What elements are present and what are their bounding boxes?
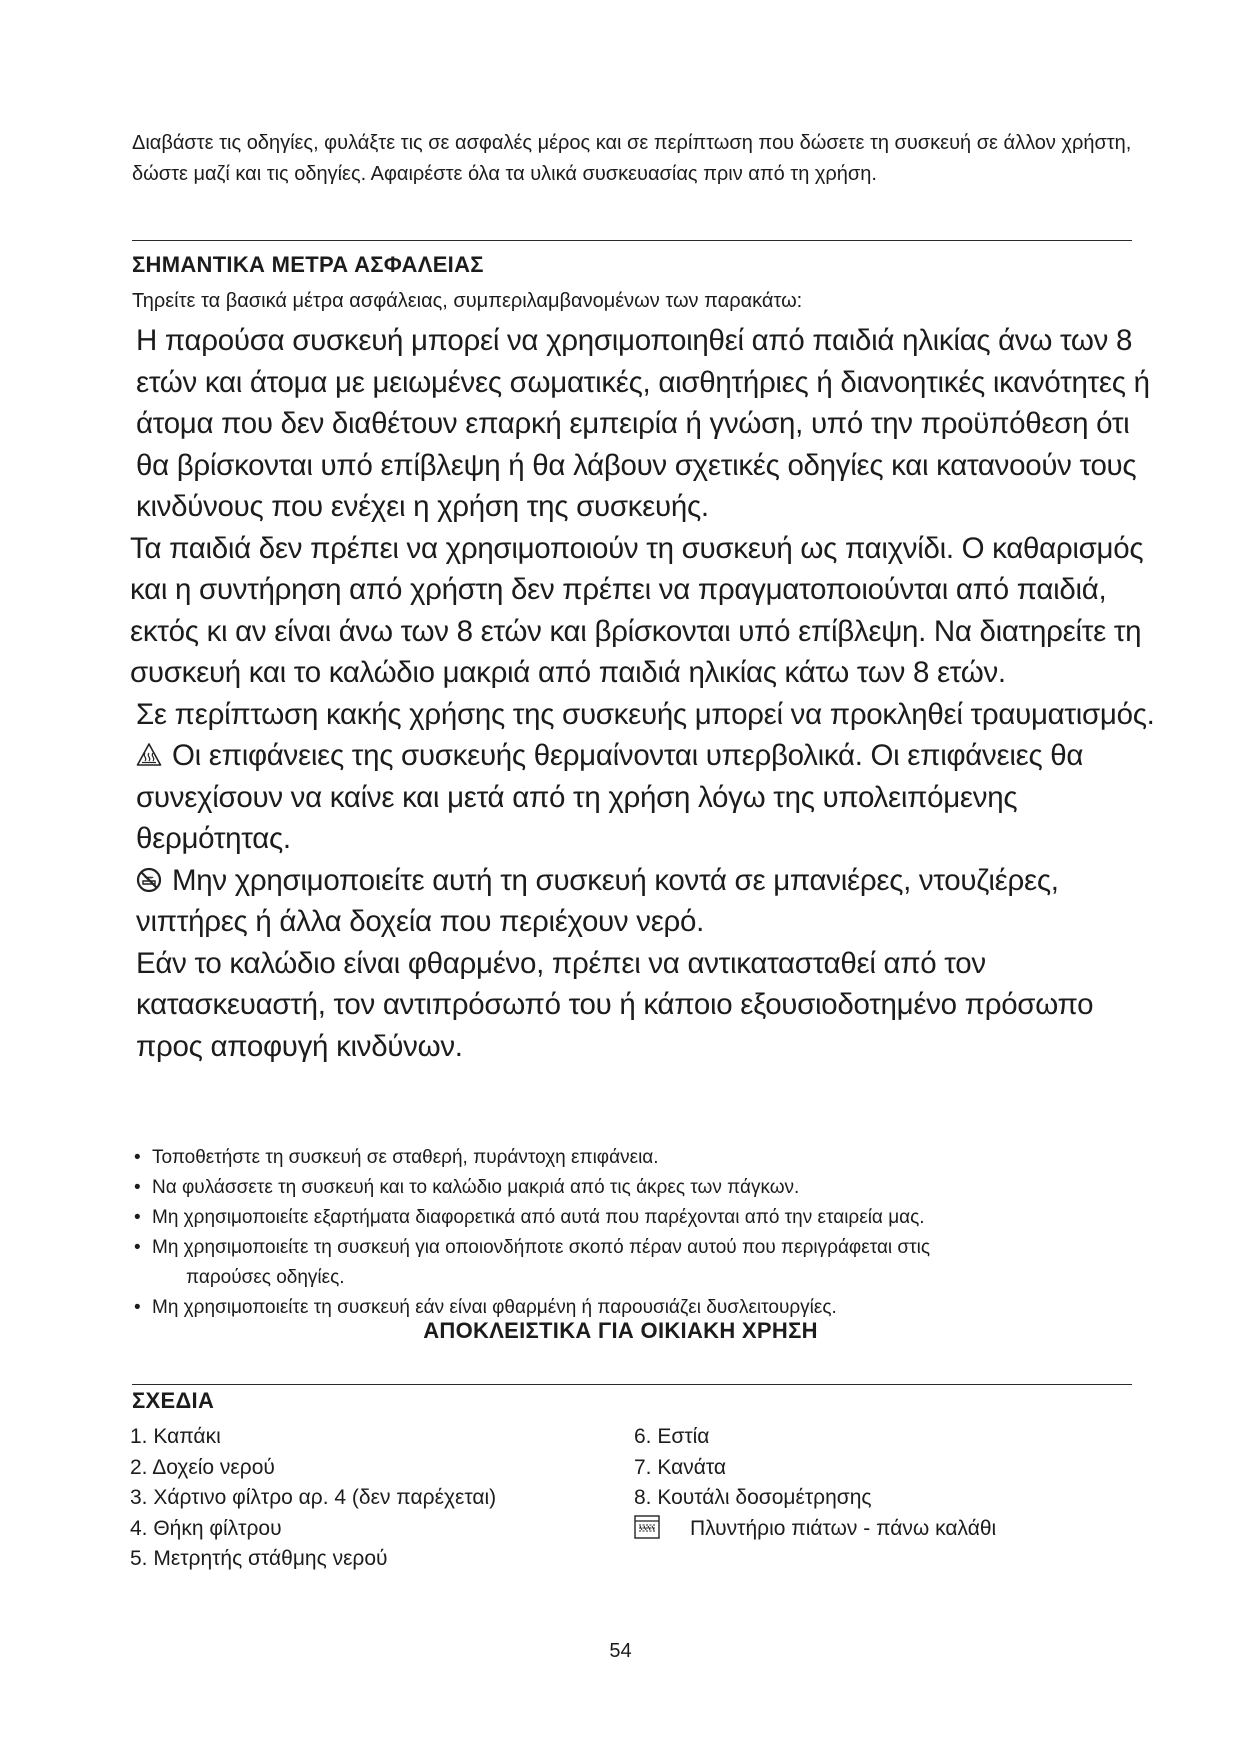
- part-item-dishwasher: [634, 1514, 996, 1545]
- bullet-marker: •: [134, 1177, 141, 1198]
- part-item: 5. Μετρητής στάθμης νερού: [130, 1547, 388, 1570]
- list-item: • Μη χρησιμοποιείτε εξαρτήματα διαφορετικά από αυτά που παρέχονται από την εταιρεία μας.: [132, 1203, 1132, 1233]
- list-item: • Τοποθετήστε τη συσκευή σε σταθερή, πυράντοχη επιφάνεια.: [132, 1143, 1132, 1173]
- warning-hot-surface: [130, 735, 1160, 860]
- section-divider: [132, 240, 1132, 241]
- hot-surface-icon: [136, 742, 162, 768]
- part-item: 3. Χάρτινο φίλτρο αρ. 4 (δεν παρέχεται): [130, 1486, 497, 1509]
- safety-bullets: [132, 1143, 1132, 1323]
- household-use-notice: ΑΠΟΚΛΕΙΣΤΙΚΑ ΓΙΑ ΟΙΚΙΑΚΗ ΧΡΗΣΗ: [423, 1318, 818, 1343]
- section-divider: [132, 1384, 1132, 1385]
- parts-list-left: [130, 1422, 496, 1575]
- list-item: • Να φυλάσσετε τη συσκευή και το καλώδιο μακριά από τις άκρες των πάγκων.: [132, 1173, 1132, 1203]
- hot-surface-text: Οι επιφάνειες της συσκευής θερμαίνονται υπερβολικά. Οι επιφάνειες θα συνεχίσουν να καίνε και μετά από τη χρήση λόγω της υπολειπόμενης θερμότητας.: [136, 739, 1084, 855]
- part-item: 7. Κανάτα: [634, 1455, 727, 1479]
- warning-misuse: Σε περίπτωση κακής χρήσης της συσκευής μπορεί να προκληθεί τραυματισμός.: [136, 697, 1155, 731]
- safety-warnings: [130, 320, 1160, 1067]
- warning-children-age: Η παρούσα συσκευή μπορεί να χρησιμοποιηθεί από παιδιά ηλικίας άνω των 8 ετών και άτομα με μειωμένες σωματικές, αισθητήριες ή διανοητικές ικανότητες ή άτομα που δεν διαθέτουν επαρκή εμπειρία ή γνώση, υπό την προϋπόθεση ότι θα βρίσκονται υπό επίβλεψη ή θα λάβουν σχετικές οδηγίες και κατανοούν τους κινδύνους που ενέχει η χρήση της συσκευής.: [136, 324, 1150, 523]
- safety-heading: ΣΗΜΑΝΤΙΚΑ ΜΕΤΡΑ ΑΣΦΑΛΕΙΑΣ: [132, 252, 484, 277]
- part-item: 1. Καπάκι: [130, 1425, 221, 1448]
- no-water-icon: [136, 867, 162, 893]
- bullet-marker: •: [134, 1297, 141, 1318]
- part-item: 2. Δοχείο νερού: [130, 1455, 275, 1479]
- intro-text: Διαβάστε τις οδηγίες, φυλάξτε τις σε ασφαλές μέρος και σε περίπτωση που δώσετε τη συσκευή σε άλλον χρήστη, δώστε μαζί και τις οδηγίες. Αφαιρέστε όλα τα υλικά συσκευασίας πριν από τη χρήση.: [132, 132, 1132, 185]
- bullet-marker: •: [134, 1237, 141, 1258]
- part-item: 4. Θήκη φίλτρου: [130, 1516, 282, 1540]
- part-item: 6. Εστία: [634, 1425, 710, 1448]
- design-heading: ΣΧΕΔΙΑ: [132, 1388, 215, 1413]
- water-warning-text: Μην χρησιμοποιείτε αυτή τη συσκευή κοντά σε μπανιέρες, ντουζιέρες, νιπτήρες ή άλλα δοχεία που περιέχουν νερό.: [136, 863, 1059, 938]
- list-item: • Μη χρησιμοποιείτε τη συσκευή για οποιονδήποτε σκοπό πέραν αυτού που περιγράφεται στις παρούσες οδηγίες.: [132, 1233, 1132, 1293]
- dishwasher-icon: [634, 1515, 660, 1539]
- part-item: 8. Κουτάλι δοσομέτρησης: [634, 1486, 872, 1509]
- bullet-marker: •: [134, 1147, 141, 1168]
- list-item: • Μη χρησιμοποιείτε τη συσκευή εάν είναι φθαρμένη ή παρουσιάζει δυσλειτουργίες.: [132, 1293, 1132, 1323]
- safety-subtitle: Τηρείτε τα βασικά μέτρα ασφάλειας, συμπεριλαμβανομένων των παρακάτω:: [132, 290, 803, 312]
- list-item-continuation: παρούσες οδηγίες.: [186, 1267, 345, 1288]
- bullet-marker: •: [134, 1207, 141, 1228]
- page-number: 54: [609, 1640, 632, 1662]
- warning-water: [130, 860, 1160, 943]
- warning-cable: Εάν το καλώδιο είναι φθαρμένο, πρέπει να αντικατασταθεί από τον κατασκευαστή, τον αντιπρόσωπό του ή κάποιο εξουσιοδοτημένο πρόσωπο προς αποφυγή κινδύνων.: [136, 946, 1094, 1063]
- dishwasher-label: Πλυντήριο πιάτων - πάνω καλάθι: [690, 1516, 997, 1540]
- parts-list-right: [634, 1422, 996, 1544]
- warning-children-play: Τα παιδιά δεν πρέπει να χρησιμοποιούν τη συσκευή ως παιχνίδι. Ο καθαρισμός και η συντήρηση από χρήστη δεν πρέπει να πραγματοποιούνται από παιδιά, εκτός κι αν είναι άνω των 8 ετών και βρίσκονται υπό επίβλεψη. Να διατηρείτε τη συσκευή και το καλώδιο μακριά από παιδιά ηλικίας κάτω των 8 ετών.: [130, 531, 1144, 689]
